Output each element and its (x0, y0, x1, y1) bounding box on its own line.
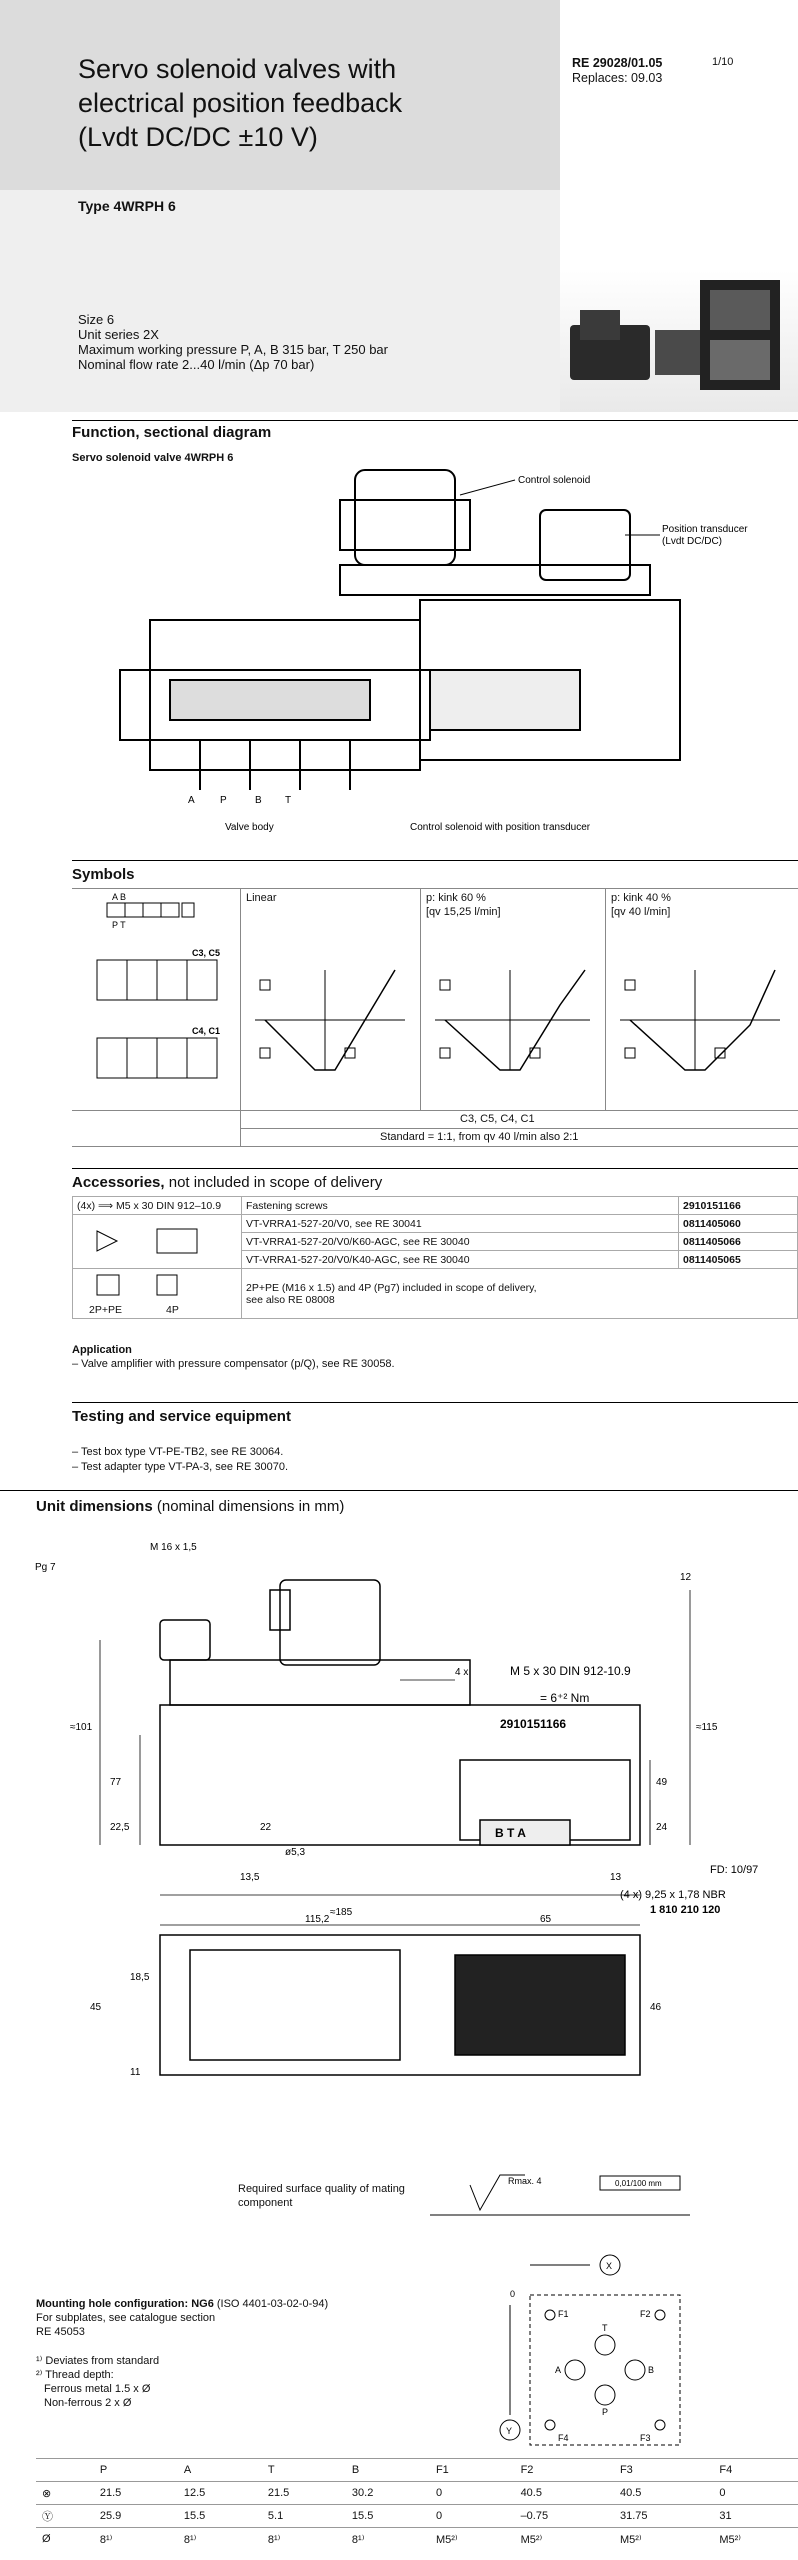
plug-icons-cell (73, 1269, 242, 1319)
label-control-solenoid: Control solenoid (518, 475, 591, 486)
symbols-codes: C3, C5, C4, C1 (460, 1113, 535, 1125)
cell: M5²⁾ (713, 2528, 798, 2551)
dimensions-heading-rest: (nominal dimensions in mm) (152, 1498, 345, 1515)
function-heading: Function, sectional diagram (72, 424, 272, 441)
dim-d46: 46 (650, 2002, 662, 2013)
symbols-col-line (605, 888, 606, 1110)
mounting-heading-rest: (ISO 4401-03-02-0-94) (213, 2298, 329, 2310)
dim-d77: 77 (110, 1777, 122, 1788)
cell: 15.5 (346, 2505, 430, 2528)
acc-part-2: 0811405066 (679, 1233, 798, 1251)
th-f1: F1 (430, 2459, 515, 2482)
note-3: Ferrous metal 1.5 x Ø (44, 2383, 151, 2395)
oring-spec: (4 x) 9,25 x 1,78 NBR (620, 1889, 726, 1901)
cell: 5.1 (262, 2505, 346, 2528)
cell: 8¹⁾ (346, 2528, 430, 2551)
dimensions-heading-bold: Unit dimensions (36, 1498, 153, 1515)
title-line-2: electrical position feedback (78, 88, 403, 118)
screw-count: 4 x (455, 1667, 469, 1678)
dim-d115-2: 115,2 (305, 1914, 330, 1925)
cell: M5²⁾ (430, 2528, 515, 2551)
acc-part-1: 0811405060 (679, 1215, 798, 1233)
replaces: Replaces: 09.03 (572, 71, 663, 85)
symbols-col-line (240, 888, 241, 1146)
mounting-line-2: RE 45053 (36, 2326, 85, 2338)
table-row (36, 2459, 798, 2482)
dim-d24: 24 (656, 1822, 668, 1833)
surface-symbol (420, 2170, 700, 2230)
th-t: T (262, 2459, 346, 2482)
symbol-pt: P T (112, 920, 126, 930)
dim-d22-5: 22,5 (110, 1822, 130, 1833)
cell: 31 (713, 2505, 798, 2528)
mounting-heading-bold: Mounting hole configuration: NG6 (36, 2298, 214, 2310)
acc-desc-3: VT-VRRA1-527-20/V0/K40-AGC, see RE 30040 (242, 1251, 679, 1269)
th-b: B (346, 2459, 430, 2482)
table-row (36, 2528, 798, 2551)
table-row (73, 1215, 798, 1233)
table-row (73, 1269, 798, 1319)
doc-number-block (572, 56, 662, 86)
dim-pg7: Pg 7 (35, 1562, 56, 1573)
doc-number: RE 29028/01.05 (572, 56, 663, 70)
function-subheading: Servo solenoid valve 4WRPH 6 (72, 452, 234, 464)
product-photo-drawing (560, 270, 798, 412)
rmax-label: Rmax. 4 (508, 2176, 542, 2186)
cell: 40.5 (515, 2482, 614, 2505)
title-line-3: (Lvdt DC/DC ±10 V) (78, 122, 318, 152)
plug-note-cell (242, 1269, 798, 1319)
surface-text-2: component (238, 2197, 293, 2209)
valve-symbols (72, 888, 240, 1110)
accessories-heading (72, 1174, 382, 1191)
cell: Ⓨ (36, 2505, 94, 2528)
cell: 0 (713, 2482, 798, 2505)
hole-a: A (555, 2365, 562, 2375)
hole-b: B (648, 2365, 655, 2375)
label-control-solenoid-transducer: Control solenoid with position transducer (410, 822, 591, 833)
dim-d13: 13 (610, 1872, 622, 1883)
acc-desc-1: VT-VRRA1-527-20/V0, see RE 30041 (242, 1215, 679, 1233)
dim-d101: ≈101 (70, 1722, 93, 1733)
symbol-c3c5: C3, C5 (192, 948, 221, 958)
amplifier-icon (77, 1221, 227, 1259)
col-kink40-1: p: kink 40 % (611, 892, 671, 904)
header-right-panel (560, 0, 798, 270)
dim-d45: 45 (90, 2002, 102, 2013)
bta-label: B T A (495, 1826, 526, 1840)
hole-dimension-table (36, 2458, 798, 2550)
plug-note-1: 2P+PE (M16 x 1.5) and 4P (Pg7) included in scope of delivery, (246, 1281, 537, 1294)
cell: 21.5 (94, 2482, 178, 2505)
amplifier-icon-cell (73, 1215, 242, 1269)
spec-size: Size 6 (78, 312, 115, 327)
th-f4: F4 (713, 2459, 798, 2482)
th-blank (36, 2459, 94, 2482)
dim-d5-3: ø5,3 (285, 1847, 306, 1858)
curve-kink60 (425, 960, 600, 1080)
dimensions-heading (36, 1498, 344, 1515)
col-kink60-2: [qv 15,25 l/min] (426, 906, 501, 918)
cell: 0 (430, 2482, 515, 2505)
cell: 8¹⁾ (262, 2528, 346, 2551)
table-row (36, 2505, 798, 2528)
application-heading: Application (72, 1344, 132, 1356)
axis-y: Y (506, 2426, 513, 2436)
table-row (36, 2482, 798, 2505)
acc-desc-0: Fastening screws (242, 1197, 679, 1215)
divider (72, 1168, 798, 1169)
mounting-notes (36, 2354, 159, 2410)
page-title (78, 52, 402, 154)
mounting-hole-diagram (480, 2245, 700, 2455)
symbols-row-line (240, 1128, 798, 1129)
product-photo (560, 270, 798, 412)
acc-desc-2: VT-VRRA1-527-20/V0/K60-AGC, see RE 30040 (242, 1233, 679, 1251)
plug-2p-label: 2P+PE (89, 1304, 122, 1316)
dim-d115: ≈115 (696, 1722, 718, 1733)
symbols-col-line (420, 888, 421, 1110)
curve-linear (245, 960, 415, 1080)
accessories-table (72, 1196, 798, 1319)
spec-pressure: Maximum working pressure P, A, B 315 bar, T 250 bar (78, 342, 388, 357)
port-b: B (255, 795, 262, 806)
testing-item-1: – Test box type VT-PE-TB2, see RE 30064. (72, 1446, 284, 1458)
testing-heading: Testing and service equipment (72, 1408, 291, 1425)
accessories-heading-rest: not included in scope of delivery (164, 1174, 383, 1191)
symbols-standard: Standard = 1:1, from qv 40 l/min also 2:1 (380, 1131, 579, 1143)
hole-f2: F2 (640, 2309, 651, 2319)
cell: 0 (430, 2505, 515, 2528)
dim-m16: M 16 x 1,5 (150, 1542, 197, 1553)
note-1: ¹⁾ Deviates from standard (36, 2355, 160, 2367)
oring-part: 1 810 210 120 (650, 1904, 721, 1916)
spec-series: Unit series 2X (78, 327, 159, 342)
divider (72, 1402, 798, 1403)
acc-part-3: 0811405065 (679, 1251, 798, 1269)
spec-flow: Nominal flow rate 2...40 l/min (Δp 70 bar) (78, 357, 315, 372)
dim-d65: 65 (540, 1914, 552, 1925)
header-spec-panel (0, 190, 560, 412)
dim-d13-5: 13,5 (240, 1872, 260, 1883)
plug-icons (77, 1271, 227, 1301)
hole-f4: F4 (558, 2433, 569, 2443)
th-p: P (94, 2459, 178, 2482)
fd-label: FD: 10/97 (710, 1864, 759, 1876)
axis-x: X (606, 2261, 613, 2271)
cell: 15.5 (178, 2505, 262, 2528)
hole-p: P (602, 2407, 609, 2417)
unit-dimensions-drawing (30, 1530, 770, 2090)
col-linear: Linear (246, 892, 277, 904)
label-valve-body: Valve body (225, 822, 274, 833)
port-t: T (285, 795, 292, 806)
symbol-ab: A B (112, 892, 127, 902)
port-a: A (188, 795, 195, 806)
origin-label: 0 (510, 2289, 516, 2299)
hole-f3: F3 (640, 2433, 651, 2443)
mounting-line-1: For subplates, see catalogue section (36, 2312, 216, 2324)
note-2: ²⁾ Thread depth: (36, 2369, 114, 2381)
cell: 12.5 (178, 2482, 262, 2505)
divider (72, 420, 798, 421)
col-kink40-2: [qv 40 l/min] (611, 906, 671, 918)
dim-d12: 12 (680, 1572, 692, 1583)
cell: 30.2 (346, 2482, 430, 2505)
port-p: P (220, 795, 227, 806)
screw-part: 2910151166 (500, 1717, 567, 1731)
cell: 25.9 (94, 2505, 178, 2528)
cell: –0.75 (515, 2505, 614, 2528)
accessories-heading-bold: Accessories, (72, 1174, 165, 1191)
sectional-diagram (100, 460, 748, 840)
surface-text-1: Required surface quality of mating (238, 2183, 405, 2195)
testing-item-2: – Test adapter type VT-PA-3, see RE 30070. (72, 1461, 289, 1473)
th-a: A (178, 2459, 262, 2482)
cell: M5²⁾ (515, 2528, 614, 2551)
divider (0, 1490, 798, 1491)
th-f2: F2 (515, 2459, 614, 2482)
plug-note-2: see also RE 08008 (246, 1293, 335, 1306)
symbols-table-bottom (72, 1146, 798, 1147)
col-kink60-1: p: kink 60 % (426, 892, 486, 904)
plug-4p-label: 4P (165, 1304, 179, 1316)
title-line-1: Servo solenoid valves with (78, 54, 397, 84)
dim-d11: 11 (130, 2067, 141, 2078)
dim-d49: 49 (656, 1777, 668, 1788)
dim-d18-5: 18,5 (130, 1972, 150, 1983)
th-f3: F3 (614, 2459, 713, 2482)
cell: M5²⁾ (614, 2528, 713, 2551)
hole-f1: F1 (558, 2309, 569, 2319)
cell: 31.75 (614, 2505, 713, 2528)
symbol-c4c1: C4, C1 (192, 1026, 221, 1036)
cell: 40.5 (614, 2482, 713, 2505)
application-text: – Valve amplifier with pressure compensator (p/Q), see RE 30058. (72, 1358, 395, 1370)
cell: 8¹⁾ (94, 2528, 178, 2551)
flatness-label: 0,01/100 mm (615, 2179, 662, 2188)
mounting-heading (36, 2298, 328, 2310)
page-number: 1/10 (712, 56, 734, 68)
type-label: Type 4WRPH 6 (78, 198, 176, 214)
curve-kink40 (610, 960, 790, 1080)
torque: = 6⁺² Nm (540, 1691, 590, 1705)
hole-t: T (602, 2323, 608, 2333)
screw-cell: (4x) ⟹ M5 x 30 DIN 912–10.9 (73, 1197, 242, 1215)
dim-d185: ≈185 (330, 1907, 353, 1918)
note-4: Non-ferrous 2 x Ø (44, 2397, 132, 2409)
symbols-row-line (72, 1110, 798, 1111)
divider (72, 860, 798, 861)
dim-d22: 22 (260, 1822, 272, 1833)
table-row (73, 1197, 798, 1215)
screw-spec: M 5 x 30 DIN 912-10.9 (510, 1664, 631, 1678)
spec-list (78, 312, 388, 372)
label-lvdt: (Lvdt DC/DC) (662, 536, 723, 547)
cell: 8¹⁾ (178, 2528, 262, 2551)
cell: ⊗ (36, 2482, 94, 2505)
cell: Ø (36, 2528, 94, 2551)
acc-part-0: 2910151166 (679, 1197, 798, 1215)
label-position-transducer: Position transducer (662, 524, 748, 535)
symbols-heading: Symbols (72, 866, 135, 883)
cell: 21.5 (262, 2482, 346, 2505)
